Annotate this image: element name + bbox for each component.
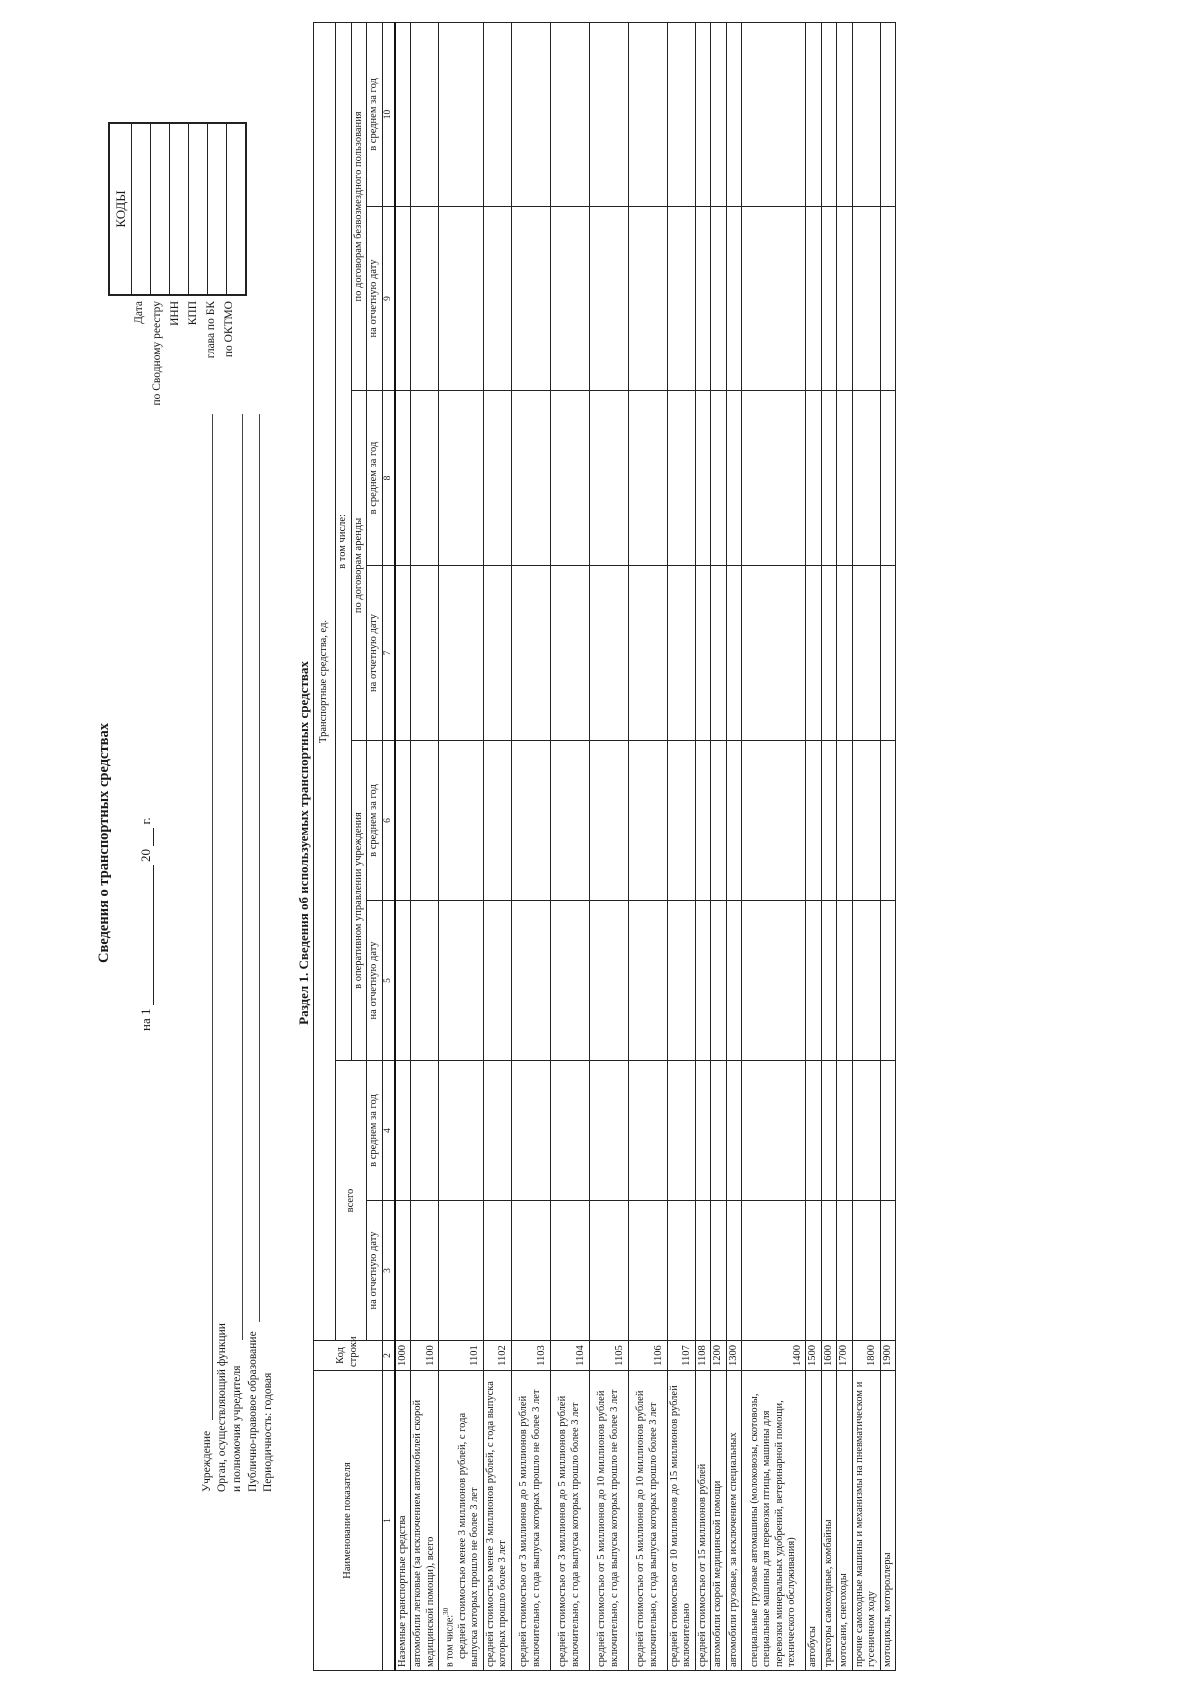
col-header-name: Наименование показателя [314,1371,383,1671]
value-cell-col-7[interactable] [806,566,822,741]
indicator-name: автомобили грузовые, за исключением специальных [727,1432,739,1667]
value-cell-col-6[interactable] [511,741,550,901]
table-row [711,22,727,1670]
value-cell-col-9[interactable] [667,207,695,391]
value-cell-col-5[interactable] [880,901,896,1061]
value-cell-col-8[interactable] [395,391,411,566]
value-cell-col-9[interactable] [711,207,727,391]
indicator-name-cell [511,1371,550,1671]
table-row [821,22,837,1670]
table-row [837,22,853,1670]
date-prefix: на 1 [138,1008,153,1031]
value-cell-col-3[interactable] [742,1201,806,1341]
value-cell-col-6[interactable] [837,741,853,901]
value-cell-col-6[interactable] [695,741,711,901]
value-cell-col-6[interactable] [852,741,880,901]
indicator-name-cell [395,1371,411,1671]
value-cell-col-9[interactable] [695,207,711,391]
vehicles-table [313,22,896,1671]
code-label-date: Дата [133,301,145,324]
value-cell-col-5[interactable] [395,901,411,1061]
value-cell-col-7[interactable] [880,566,896,741]
value-cell-col-5[interactable] [852,901,880,1061]
value-cell-col-6[interactable] [550,741,589,901]
value-cell-col-6[interactable] [411,741,439,901]
code-label-bk: глава по БК [205,301,217,359]
col-header-avg-year: в среднем за год [367,391,383,566]
value-cell-col-4[interactable] [880,1061,896,1201]
col-header-total: всего [336,1061,367,1341]
value-cell-col-9[interactable] [880,207,896,391]
value-cell-col-7[interactable] [589,566,628,741]
value-cell-col-8[interactable] [511,391,550,566]
value-cell-col-8[interactable] [742,391,806,566]
value-cell-col-8[interactable] [852,391,880,566]
col-number: 7 [382,566,395,741]
indicator-name-cell [880,1371,896,1671]
indicator-name-cell [439,1371,484,1671]
value-cell-col-5[interactable] [726,901,742,1061]
indicator-name: Наземные транспортные средства [396,1515,408,1667]
col-header-code: Код строки [314,1341,383,1371]
code-label-registry: по Сводному реестру [151,301,163,406]
col-header-avg-year: в среднем за год [367,1061,383,1201]
value-cell-col-7[interactable] [852,566,880,741]
col-header-including: в том числе: [336,22,352,1060]
value-cell-col-4[interactable] [821,1061,837,1201]
indicator-name: средней стоимостью от 5 миллионов до 10 миллионов рублей включительно, с года выпуска которых прошло более 3 лет [635,1390,659,1667]
value-cell-col-6[interactable] [395,741,411,901]
footnote-marker: 30 [442,1607,450,1615]
row-code-cell: 1102 [483,1341,511,1371]
report-date-line [138,817,154,1031]
header-field-label: Учреждение [201,1430,213,1492]
table-row [511,22,550,1670]
table-row [395,22,411,1670]
header-field-label: Публично-правовое образование [246,1331,259,1492]
date-suffix: г. [138,817,153,825]
value-cell-col-3[interactable] [821,1201,837,1341]
value-cell-col-4[interactable] [726,1061,742,1201]
value-cell-col-9[interactable] [511,207,550,391]
value-cell-col-6[interactable] [628,741,667,901]
row-code-cell: 1103 [511,1341,550,1371]
value-cell-col-9[interactable] [806,207,822,391]
col-number: 2 [382,1341,395,1371]
value-cell-col-3[interactable] [589,1201,628,1341]
value-cell-col-10[interactable] [511,22,550,206]
codes-labels [130,301,238,431]
col-header-at-date: на отчетную дату [367,1201,383,1341]
value-cell-col-10[interactable] [821,22,837,206]
indicator-name-cell [806,1371,822,1671]
value-cell-col-10[interactable] [852,22,880,206]
indicator-name: средней стоимостью от 15 миллионов рублей [696,1463,708,1667]
section-title: Раздел 1. Сведения об используемых транспортных средствах [296,661,311,1025]
value-cell-col-10[interactable] [439,22,484,206]
indicator-name-cell [695,1371,711,1671]
value-cell-col-9[interactable] [395,207,411,391]
table-row [695,22,711,1670]
code-label-kpp: КПП [187,301,199,326]
value-cell-col-6[interactable] [742,741,806,901]
value-cell-col-7[interactable] [550,566,589,741]
value-cell-col-8[interactable] [589,391,628,566]
indicator-name: средней стоимостью менее 3 миллионов рублей, с года выпуска которых прошло не более 3 лет [456,1412,481,1667]
indicator-name: средней стоимостью от 5 миллионов до 10 миллионов рублей включительно, с года выпуска которых прошло не более 3 лет [596,1389,620,1667]
value-cell-col-8[interactable] [695,391,711,566]
value-cell-col-10[interactable] [589,22,628,206]
row-code-cell: 1600 [821,1341,837,1371]
value-cell-col-3[interactable] [695,1201,711,1341]
value-cell-col-10[interactable] [880,22,896,206]
col-number: 4 [382,1061,395,1201]
value-cell-col-5[interactable] [711,901,727,1061]
value-cell-col-6[interactable] [821,741,837,901]
value-cell-col-5[interactable] [742,901,806,1061]
value-cell-col-3[interactable] [439,1201,484,1341]
table-row [483,22,511,1670]
row-code-cell: 1200 [711,1341,727,1371]
value-cell-col-5[interactable] [589,901,628,1061]
table-row [806,22,822,1670]
col-number: 8 [382,391,395,566]
value-cell-col-5[interactable] [439,901,484,1061]
indicator-name: автомобили легковые (за исключением автомобилей скорой медицинской помощи), всего [412,1399,436,1667]
value-cell-col-10[interactable] [711,22,727,206]
value-cell-col-3[interactable] [667,1201,695,1341]
row-code-cell: 1105 [589,1341,628,1371]
table-row [411,22,439,1670]
col-number: 9 [382,207,395,391]
col-header-avg-year: в среднем за год [367,741,383,901]
value-cell-col-5[interactable] [837,901,853,1061]
indicator-name: средней стоимостью от 10 миллионов до 15 миллионов рублей включительно [668,1385,693,1667]
value-cell-col-8[interactable] [711,391,727,566]
value-cell-col-10[interactable] [726,22,742,206]
col-number: 3 [382,1201,395,1341]
indicator-name: специальные грузовые автомашины (молоковозы, скотовозы, специальные машины для перевозки птицы, машины для перевозки минеральных удобрений, ветеринарной помощи, технического обслуживания) [748,1393,798,1667]
value-cell-col-8[interactable] [821,391,837,566]
code-cell-oktmo[interactable] [227,124,245,294]
value-cell-col-7[interactable] [837,566,853,741]
value-cell-col-9[interactable] [726,207,742,391]
col-header-free-use: по договорам безвозмездного пользования [351,22,367,390]
codes-caption: КОДЫ [110,124,132,294]
row-note-text: в том числе: [444,1614,456,1667]
code-cell-inn[interactable] [170,124,189,294]
table-row [742,22,806,1670]
row-code-cell: 1900 [880,1341,896,1371]
value-cell-col-3[interactable] [550,1201,589,1341]
value-cell-col-6[interactable] [726,741,742,901]
value-cell-col-4[interactable] [742,1061,806,1201]
value-cell-col-7[interactable] [483,566,511,741]
founder-blank[interactable] [242,414,243,1340]
value-cell-col-5[interactable] [483,901,511,1061]
value-cell-col-9[interactable] [837,207,853,391]
value-cell-col-10[interactable] [742,22,806,206]
value-cell-col-9[interactable] [589,207,628,391]
value-cell-col-10[interactable] [806,22,822,206]
date-year-blank[interactable] [153,828,154,846]
table-row [852,22,880,1670]
value-cell-col-5[interactable] [411,901,439,1061]
indicator-name: прочие самоходные машины и механизмы на пневматическом и гусеничном ходу [853,1381,878,1667]
indicator-name-cell [483,1371,511,1671]
value-cell-col-3[interactable] [852,1201,880,1341]
value-cell-col-7[interactable] [439,566,484,741]
value-cell-col-3[interactable] [411,1201,439,1341]
indicator-name-cell [821,1371,837,1671]
indicator-name-cell [411,1371,439,1671]
value-cell-col-9[interactable] [628,207,667,391]
col-number: 6 [382,741,395,901]
value-cell-col-8[interactable] [483,391,511,566]
code-cell-date[interactable] [132,124,151,294]
value-cell-col-5[interactable] [550,901,589,1061]
codes-box [108,122,247,296]
municipality-blank[interactable] [259,414,260,1322]
value-cell-col-10[interactable] [628,22,667,206]
value-cell-col-5[interactable] [628,901,667,1061]
value-cell-col-10[interactable] [395,22,411,206]
table-body [395,22,896,1670]
value-cell-col-6[interactable] [667,741,695,901]
value-cell-col-3[interactable] [711,1201,727,1341]
value-cell-col-10[interactable] [483,22,511,206]
value-cell-col-7[interactable] [628,566,667,741]
row-code-cell: 1108 [695,1341,711,1371]
row-code-cell: 1000 [395,1341,411,1371]
value-cell-col-7[interactable] [395,566,411,741]
value-cell-col-6[interactable] [880,741,896,901]
indicator-name: средней стоимостью от 3 миллионов до 5 миллионов рублей включительно, с года выпуска которых прошло не более 3 лет [518,1389,542,1667]
row-code-cell: 1107 [667,1341,695,1371]
value-cell-col-4[interactable] [628,1061,667,1201]
value-cell-col-8[interactable] [880,391,896,566]
table-row [726,22,742,1670]
value-cell-col-7[interactable] [511,566,550,741]
header-field-label: Периодичность: годовая [261,1372,274,1492]
value-cell-col-4[interactable] [395,1061,411,1201]
code-cell-bk[interactable] [208,124,227,294]
value-cell-col-3[interactable] [837,1201,853,1341]
col-header-at-date: на отчетную дату [367,207,383,391]
value-cell-col-3[interactable] [880,1201,896,1341]
document-title: Сведения о транспортных средствах [96,723,112,963]
col-number: 10 [382,22,395,206]
code-label-inn: ИНН [169,301,181,326]
value-cell-col-3[interactable] [726,1201,742,1341]
col-header-vehicles: Транспортные средства, ед. [314,22,336,1340]
value-cell-col-3[interactable] [628,1201,667,1341]
value-cell-col-9[interactable] [439,207,484,391]
value-cell-col-5[interactable] [667,901,695,1061]
indicator-name: средней стоимостью менее 3 миллионов рублей, с года выпуска которых прошло более 3 лет [484,1381,509,1667]
value-cell-col-10[interactable] [837,22,853,206]
value-cell-col-10[interactable] [411,22,439,206]
value-cell-col-8[interactable] [411,391,439,566]
value-cell-col-7[interactable] [667,566,695,741]
indicator-name-cell [742,1371,806,1671]
value-cell-col-4[interactable] [550,1061,589,1201]
row-code-cell: 1106 [628,1341,667,1371]
row-code-cell: 1100 [411,1341,439,1371]
date-day-month-blank[interactable] [153,865,154,1005]
value-cell-col-9[interactable] [550,207,589,391]
value-cell-col-3[interactable] [806,1201,822,1341]
col-header-avg-year: в среднем за год [367,22,383,206]
value-cell-col-4[interactable] [837,1061,853,1201]
col-number: 1 [382,1371,395,1671]
value-cell-col-10[interactable] [667,22,695,206]
value-cell-col-6[interactable] [806,741,822,901]
indicator-name: мотосани, снегоходы [838,1573,850,1667]
table-row [589,22,628,1670]
indicator-name-cell [550,1371,589,1671]
value-cell-col-7[interactable] [726,566,742,741]
code-label-oktmo: по ОКТМО [223,301,235,358]
code-cell-kpp[interactable] [189,124,208,294]
row-code-cell: 1700 [837,1341,853,1371]
code-cell-registry[interactable] [151,124,170,294]
value-cell-col-8[interactable] [726,391,742,566]
value-cell-col-9[interactable] [483,207,511,391]
value-cell-col-8[interactable] [628,391,667,566]
table-row [550,22,589,1670]
indicator-name: мотоциклы, мотороллеры [881,1552,893,1667]
value-cell-col-9[interactable] [742,207,806,391]
value-cell-col-4[interactable] [852,1061,880,1201]
value-cell-col-8[interactable] [550,391,589,566]
row-code-cell: 1300 [726,1341,742,1371]
row-code-cell: 1104 [550,1341,589,1371]
indicator-name-cell [667,1371,695,1671]
indicator-name: автомобили скорой медицинской помощи [712,1480,724,1667]
value-cell-col-8[interactable] [439,391,484,566]
value-cell-col-6[interactable] [483,741,511,901]
value-cell-col-9[interactable] [411,207,439,391]
value-cell-col-8[interactable] [806,391,822,566]
table-row [439,22,484,1670]
value-cell-col-7[interactable] [742,566,806,741]
value-cell-col-6[interactable] [439,741,484,901]
row-code-cell: 1400 [742,1341,806,1371]
value-cell-col-4[interactable] [411,1061,439,1201]
indicator-name: автобусы [807,1626,819,1667]
indicator-name: средней стоимостью от 3 миллионов до 5 миллионов рублей включительно, с года выпуска которых прошло более 3 лет [557,1395,581,1667]
header-field-label: Орган, осуществляющий функции [216,1323,229,1492]
value-cell-col-6[interactable] [711,741,727,901]
indicator-name-cell [726,1371,742,1671]
value-cell-col-5[interactable] [806,901,822,1061]
indicator-name-cell [852,1371,880,1671]
value-cell-col-3[interactable] [511,1201,550,1341]
value-cell-col-7[interactable] [711,566,727,741]
indicator-name-cell [711,1371,727,1671]
header-field-label: и полномочия учредителя [231,1365,244,1492]
indicator-name-cell [837,1371,853,1671]
table-row [880,22,896,1670]
value-cell-col-8[interactable] [837,391,853,566]
value-cell-col-10[interactable] [550,22,589,206]
value-cell-col-4[interactable] [806,1061,822,1201]
value-cell-col-4[interactable] [667,1061,695,1201]
value-cell-col-7[interactable] [695,566,711,741]
col-header-lease: по договорам аренды [351,391,367,741]
value-cell-col-5[interactable] [821,901,837,1061]
value-cell-col-4[interactable] [695,1061,711,1201]
row-code-cell: 1800 [852,1341,880,1371]
table-row [628,22,667,1670]
indicator-name-cell [628,1371,667,1671]
value-cell-col-4[interactable] [439,1061,484,1201]
value-cell-col-5[interactable] [695,901,711,1061]
indicator-name: тракторы самоходные, комбайны [822,1519,834,1667]
col-header-operational: в оперативном управлении учреждения [351,741,367,1061]
value-cell-col-9[interactable] [821,207,837,391]
col-header-at-date: на отчетную дату [367,901,383,1061]
value-cell-col-10[interactable] [695,22,711,206]
value-cell-col-6[interactable] [589,741,628,901]
value-cell-col-4[interactable] [589,1061,628,1201]
value-cell-col-4[interactable] [511,1061,550,1201]
value-cell-col-7[interactable] [411,566,439,741]
value-cell-col-8[interactable] [667,391,695,566]
col-header-at-date: на отчетную дату [367,566,383,741]
row-code-cell: 1500 [806,1341,822,1371]
value-cell-col-4[interactable] [711,1061,727,1201]
value-cell-col-7[interactable] [821,566,837,741]
value-cell-col-9[interactable] [852,207,880,391]
value-cell-col-3[interactable] [395,1201,411,1341]
row-note [440,1374,457,1667]
value-cell-col-4[interactable] [483,1061,511,1201]
value-cell-col-5[interactable] [511,901,550,1061]
value-cell-col-3[interactable] [483,1201,511,1341]
indicator-name-cell [589,1371,628,1671]
col-number: 5 [382,901,395,1061]
row-code-cell: 1101 [439,1341,484,1371]
table-row [667,22,695,1670]
institution-blank[interactable] [212,414,213,1420]
date-year-prefix: 20 [138,849,153,863]
